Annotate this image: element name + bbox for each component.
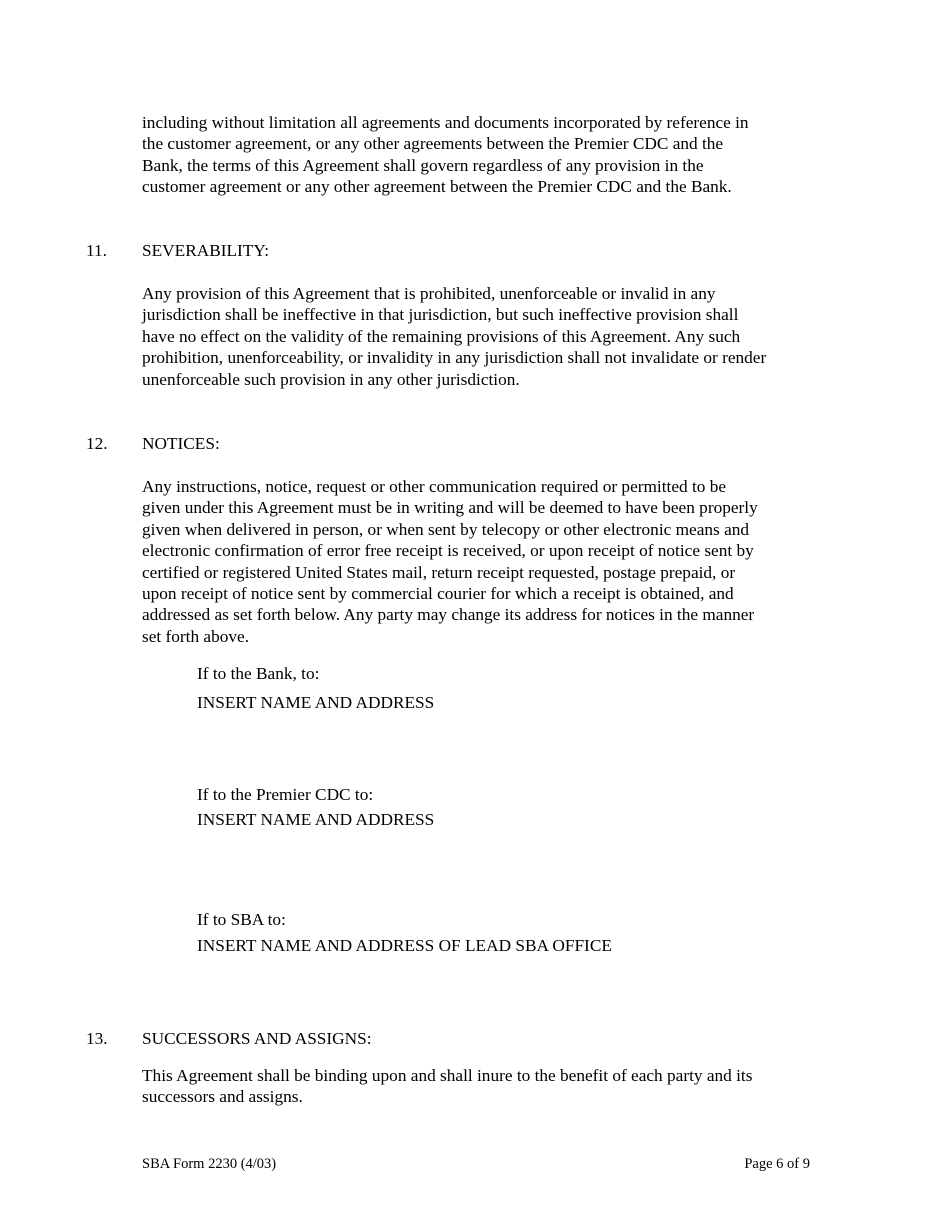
section-11-body: Any provision of this Agreement that is prohibited, unenforceable or invalid in any jurisdiction shall be ineffective in that jurisdiction, but such ineffective provision shall have no effect on the validity of the remaining provisions of this Agreement. Any such prohibition, unenforceability, or invalidity in any jurisdiction shall not invalidate or render unenforceable such provision in any other jurisdiction. (142, 284, 767, 389)
section-12-body: Any instructions, notice, request or other communication required or permitted to be given under this Agreement must be in writing and will be deemed to have been properly given when delivered in person, or when sent by telecopy or other electronic means and electronic confirmation of error free receipt is received, or upon receipt of notice sent by certified or registered United States mail, return receipt requested, postage prepaid, or upon receipt of notice sent by commercial courier for which a receipt is obtained, and addressed as set forth below. Any party may change its address for notices in the manner set forth above. (142, 477, 758, 646)
section-12-title: NOTICES: (142, 434, 220, 453)
section-12-number: 12. (86, 434, 108, 453)
section-11-title: SEVERABILITY: (142, 241, 270, 260)
sba-address-label: If to SBA to: (197, 910, 286, 929)
continuation-paragraph: including without limitation all agreements and documents incorporated by reference in the customer agreement, or any other agreements between the Premier CDC and the Bank, the terms of this Agreement shall govern regardless of any provision in the customer agreement or any other agreement between the Premier CDC and the Bank. (142, 113, 749, 197)
section-13-number: 13. (86, 1029, 108, 1048)
bank-address-label: If to the Bank, to: (197, 664, 320, 683)
section-11-number: 11. (86, 241, 107, 260)
footer-page-number: Page 6 of 9 (744, 1156, 810, 1172)
cdc-address-label: If to the Premier CDC to: (197, 785, 374, 804)
section-13-body: This Agreement shall be binding upon and shall inure to the benefit of each party and its successors and assigns. (142, 1066, 753, 1107)
bank-address-value: INSERT NAME AND ADDRESS (197, 693, 435, 712)
footer-form-id: SBA Form 2230 (4/03) (142, 1156, 277, 1172)
cdc-address-value: INSERT NAME AND ADDRESS (197, 810, 435, 829)
section-13-title: SUCCESSORS AND ASSIGNS: (142, 1029, 372, 1048)
sba-address-value: INSERT NAME AND ADDRESS OF LEAD SBA OFFICE (197, 936, 612, 955)
